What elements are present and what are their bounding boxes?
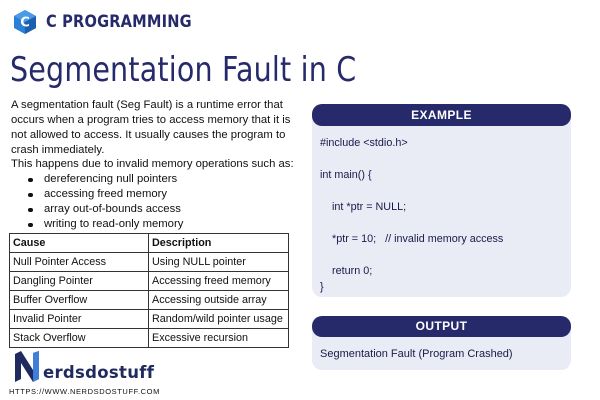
- code-line: #include <stdio.h>: [320, 137, 408, 149]
- table-cell-description: Excessive recursion: [149, 329, 289, 348]
- svg-text:C: C: [20, 15, 30, 31]
- list-item: array out-of-bounds access: [28, 202, 183, 217]
- code-block: [320, 135, 503, 295]
- causes-table: [9, 233, 289, 348]
- table-row: [10, 329, 289, 348]
- code-line: return 0;: [320, 265, 373, 277]
- table-row: [10, 291, 289, 310]
- table-cell-cause: Stack Overflow: [10, 329, 149, 348]
- n-letter-logo-icon: [13, 350, 41, 383]
- table-cell-cause: Dangling Pointer: [10, 272, 149, 291]
- code-line: [320, 183, 503, 199]
- table-cell-description: Accessing outside array: [149, 291, 289, 310]
- table-cell-description: Using NULL pointer: [149, 253, 289, 272]
- table-header-row: [10, 234, 289, 253]
- intro-lead-in: This happens due to invalid memory operations such as:: [11, 158, 294, 170]
- output-text: Segmentation Fault (Program Crashed): [320, 348, 513, 360]
- logo-wordmark: erdsdostuff: [43, 363, 155, 382]
- table-cell-cause: Buffer Overflow: [10, 291, 149, 310]
- code-line: [320, 247, 503, 263]
- c-language-hexagon-icon: [13, 9, 37, 35]
- output-card: [312, 316, 571, 370]
- table-cell-cause: Invalid Pointer: [10, 310, 149, 329]
- list-item: accessing freed memory: [28, 187, 183, 202]
- column-header-cause: Cause: [10, 234, 149, 253]
- page-title: Segmentation Fault in C: [10, 50, 357, 90]
- column-header-description: Description: [149, 234, 289, 253]
- code-line: }: [320, 281, 324, 293]
- code-line: *ptr = 10; // invalid memory access: [320, 233, 504, 245]
- list-item: writing to read-only memory: [28, 217, 183, 232]
- list-item: dereferencing null pointers: [28, 172, 183, 187]
- table-row: [10, 253, 289, 272]
- example-heading: EXAMPLE: [312, 104, 571, 126]
- memory-operations-list: [28, 172, 183, 232]
- table-cell-description: Random/wild pointer usage: [149, 310, 289, 329]
- intro-paragraph: A segmentation fault (Seg Fault) is a runtime error that occurs when a program tries to access memory that it is not allowed to access. It usually causes the program to crash immediately.: [11, 99, 291, 156]
- logo-letter: N: [26, 370, 28, 371]
- table-cell-cause: Null Pointer Access: [10, 253, 149, 272]
- brand-header: [13, 9, 216, 35]
- code-line: [320, 215, 503, 231]
- code-line: int *ptr = NULL;: [320, 201, 407, 213]
- example-card: [312, 104, 571, 297]
- table-cell-description: Accessing freed memory: [149, 272, 289, 291]
- nerdsdostuff-logo: [13, 350, 154, 383]
- code-line: int main() {: [320, 169, 372, 181]
- table-row: [10, 310, 289, 329]
- brand-label: C PROGRAMMING: [46, 12, 192, 32]
- website-url: HTTPS://WWW.NERDSDOSTUFF.COM: [9, 387, 160, 396]
- output-heading: OUTPUT: [312, 316, 571, 337]
- table-row: [10, 272, 289, 291]
- code-line: [320, 151, 503, 167]
